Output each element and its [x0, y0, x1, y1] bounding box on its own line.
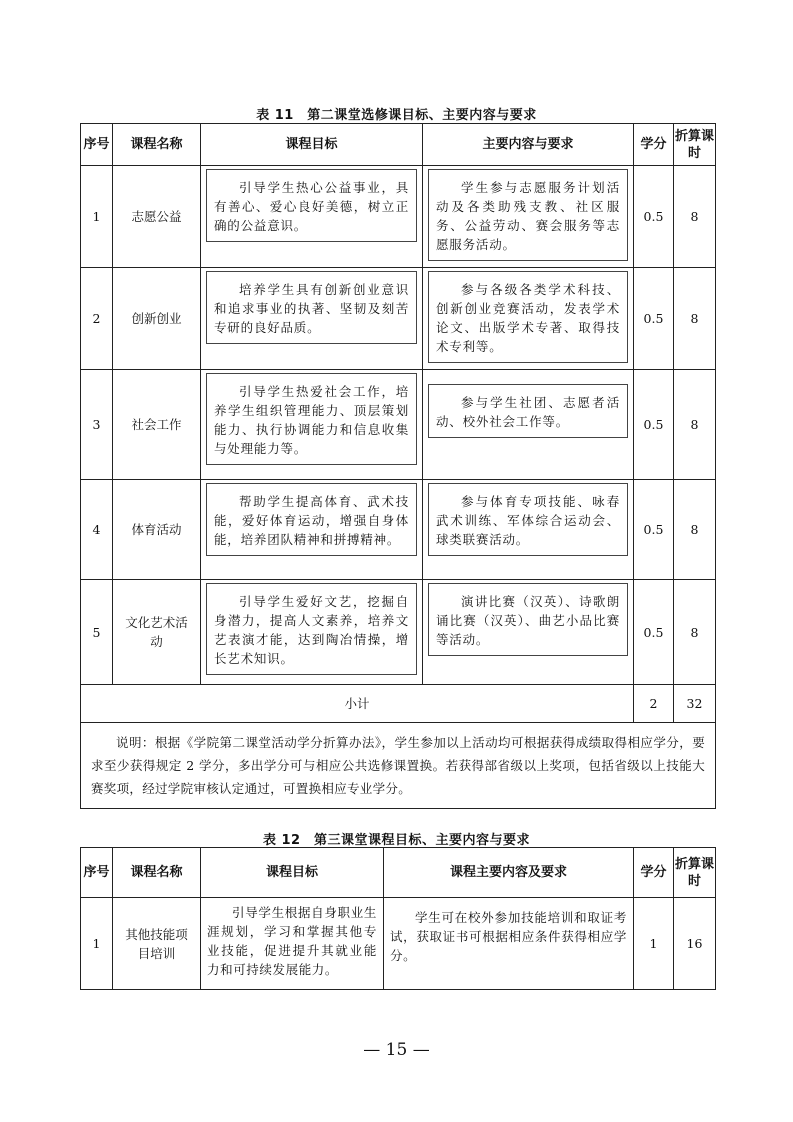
- row-name: 体育活动: [113, 480, 201, 580]
- row-no: 1: [81, 166, 113, 268]
- row-goal: 引导学生根据自身职业生涯规划，学习和掌握其他专业技能，促进提升其就业能力和可持续发展能力。: [207, 905, 377, 977]
- row-content: 学生可在校外参加技能培训和取证考试，获取证书可根据相应条件获得相应学分。: [390, 910, 627, 963]
- header-content: 主要内容与要求: [423, 124, 634, 166]
- row-name: 创新创业: [113, 268, 201, 370]
- subtotal-credit: 2: [634, 685, 674, 723]
- row-no: 1: [81, 898, 113, 990]
- header-no: 序号: [81, 848, 113, 898]
- header-credit: 学分: [634, 124, 674, 166]
- row-goal: 培养学生具有创新创业意识和追求事业的执著、坚韧及刻苦专研的良好品质。: [206, 271, 417, 344]
- row-name: 其他技能项目培训: [113, 898, 201, 990]
- row-content: 演讲比赛（汉英）、诗歌朗诵比赛（汉英）、曲艺小品比赛等活动。: [428, 583, 628, 656]
- row-name: 志愿公益: [113, 166, 201, 268]
- row-credit: 0.5: [634, 480, 674, 580]
- row-no: 4: [81, 480, 113, 580]
- row-credit: 0.5: [634, 166, 674, 268]
- row-name: 社会工作: [113, 370, 201, 480]
- header-goal: 课程目标: [201, 848, 384, 898]
- row-goal: 引导学生热爱社会工作，培养学生组织管理能力、顶层策划能力、执行协调能力和信息收集与处理能力等。: [206, 373, 417, 465]
- row-hours: 8: [674, 580, 716, 685]
- table-row: [81, 370, 716, 480]
- table-row: [81, 580, 716, 685]
- subtotal-label: 小计: [81, 685, 634, 723]
- row-goal: 引导学生爱好文艺，挖掘自身潜力，提高人文素养，培养文艺表演才能，达到陶冶情操，增长艺术知识。: [206, 583, 417, 675]
- table-row: [81, 166, 716, 268]
- table-row: [81, 898, 716, 990]
- subtotal-row: [81, 685, 716, 723]
- note-row: [81, 723, 716, 809]
- row-content: 参与学生社团、志愿者活动、校外社会工作等。: [428, 384, 628, 438]
- row-hours: 8: [674, 268, 716, 370]
- header-name: 课程名称: [113, 124, 201, 166]
- table-row: [81, 268, 716, 370]
- row-no: 3: [81, 370, 113, 480]
- table11-caption: 表 11 第二课堂选修课目标、主要内容与要求: [256, 108, 537, 123]
- table11-note: 说明：根据《学院第二课堂活动学分折算办法》，学生参加以上活动均可根据获得成绩取得相应学分，要求至少获得规定 2 学分，多出学分可与相应公共选修课置换。若获得部省级以上奖项，包括省级以上技能大赛奖项，经过学院审核认定通过，可置换相应专业学分。: [91, 735, 705, 796]
- table11-header-row: [81, 124, 716, 166]
- row-goal: 引导学生热心公益事业，具有善心、爱心良好美德，树立正确的公益意识。: [206, 169, 417, 242]
- table11: [80, 123, 716, 809]
- header-hours: 折算课时: [674, 848, 716, 898]
- header-credit: 学分: [634, 848, 674, 898]
- row-content: 参与各级各类学术科技、创新创业竞赛活动，发表学术论文、出版学术专著、取得技术专利等。: [428, 271, 628, 363]
- row-hours: 16: [674, 898, 716, 990]
- header-goal: 课程目标: [201, 124, 423, 166]
- table12-header-row: [81, 848, 716, 898]
- row-hours: 8: [674, 166, 716, 268]
- row-credit: 0.5: [634, 268, 674, 370]
- row-goal: 帮助学生提高体育、武术技能，爱好体育运动，增强自身体能，培养团队精神和拼搏精神。: [206, 483, 417, 556]
- row-content: 参与体育专项技能、咏春武术训练、军体综合运动会、球类联赛活动。: [428, 483, 628, 556]
- row-name: 文化艺术活动: [113, 580, 201, 685]
- table-row: [81, 480, 716, 580]
- header-hours: 折算课时: [674, 124, 716, 166]
- table12-caption: 表 12 第三课堂课程目标、主要内容与要求: [262, 833, 531, 848]
- header-name: 课程名称: [113, 848, 201, 898]
- header-content: 课程主要内容及要求: [384, 848, 634, 898]
- row-credit: 1: [634, 898, 674, 990]
- subtotal-hours: 32: [674, 685, 716, 723]
- table12: [80, 847, 716, 990]
- row-credit: 0.5: [634, 370, 674, 480]
- row-hours: 8: [674, 480, 716, 580]
- page-number: — 15 —: [363, 1040, 430, 1060]
- row-no: 5: [81, 580, 113, 685]
- header-no: 序号: [81, 124, 113, 166]
- row-no: 2: [81, 268, 113, 370]
- row-credit: 0.5: [634, 580, 674, 685]
- row-content: 学生参与志愿服务计划活动及各类助残支教、社区服务、公益劳动、赛会服务等志愿服务活动。: [428, 169, 628, 261]
- row-hours: 8: [674, 370, 716, 480]
